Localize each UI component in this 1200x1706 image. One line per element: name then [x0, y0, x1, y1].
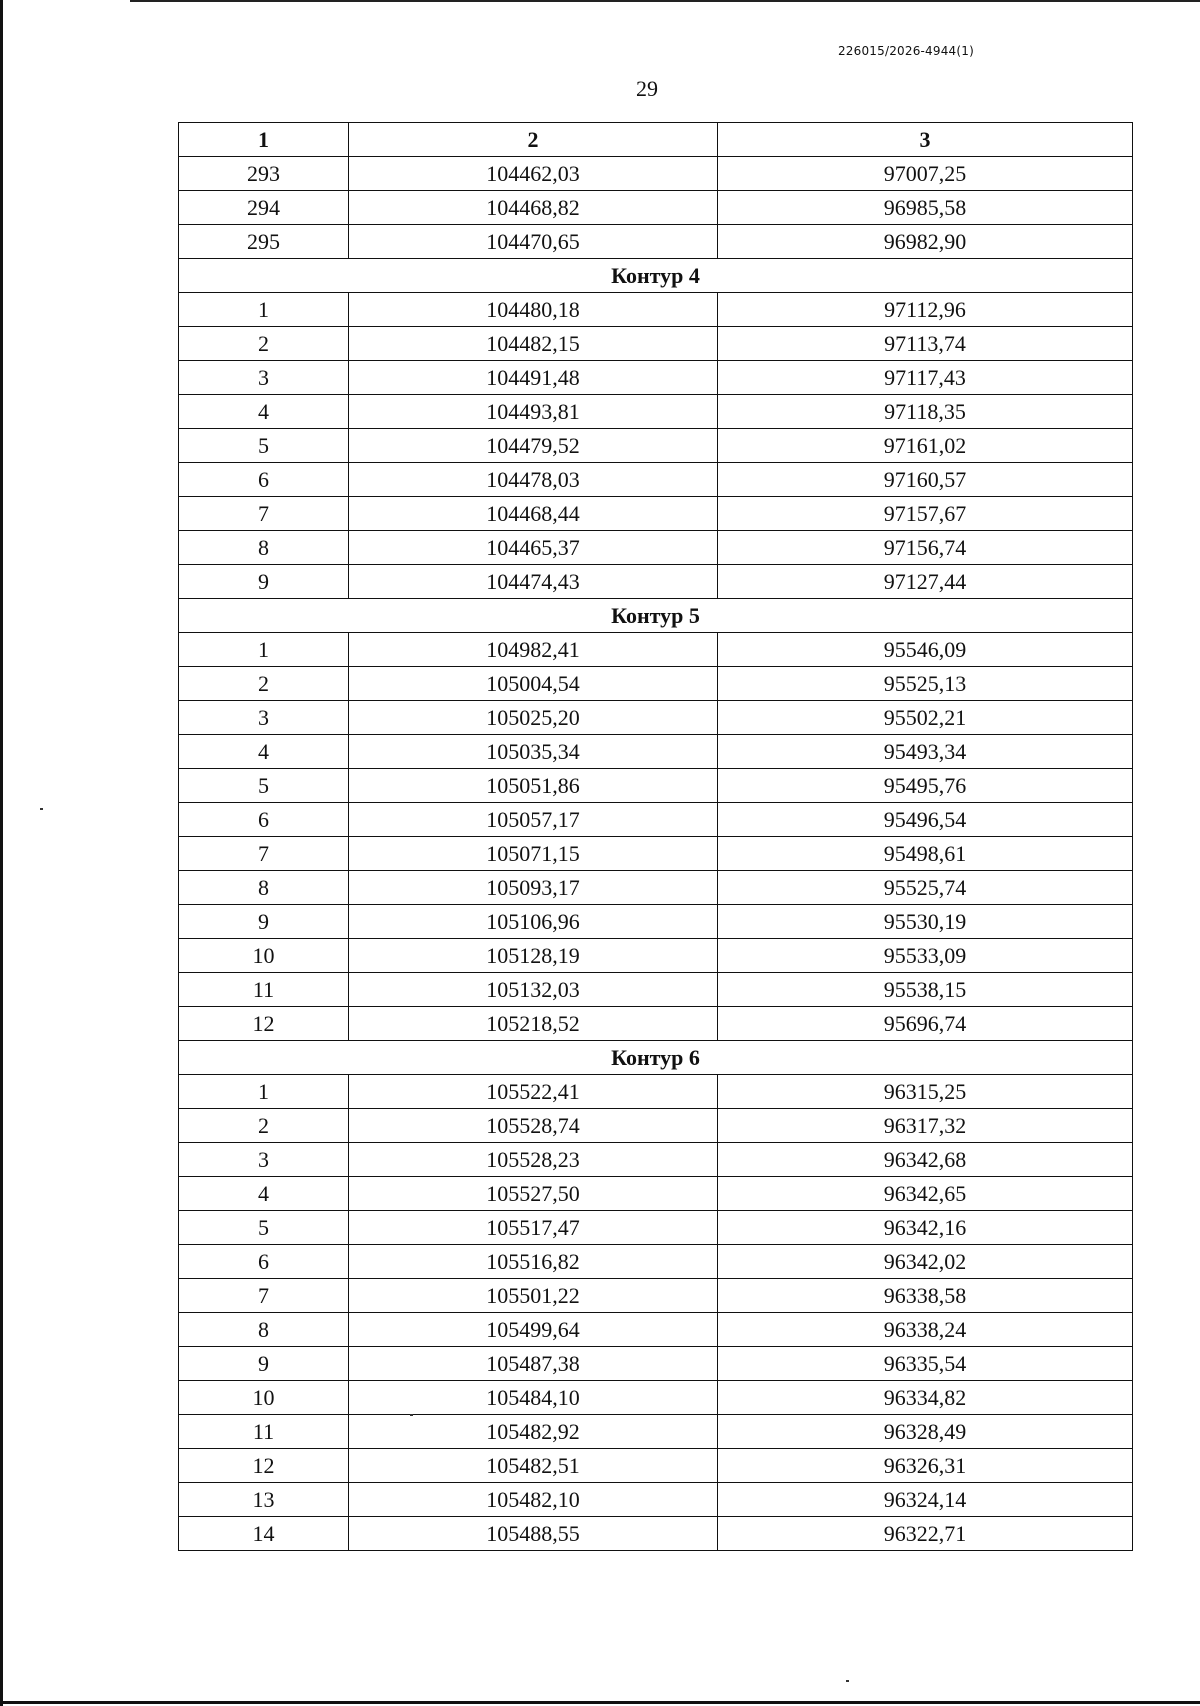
y-coordinate-cell: 95502,21: [718, 701, 1133, 735]
point-number-cell: 295: [179, 225, 349, 259]
y-coordinate-cell: 97127,44: [718, 565, 1133, 599]
table-row: [179, 667, 1133, 701]
table-row: [179, 429, 1133, 463]
x-coordinate-cell: 105516,82: [349, 1245, 718, 1279]
point-number-cell: 3: [179, 361, 349, 395]
table-row: [179, 327, 1133, 361]
point-number-cell: 4: [179, 1177, 349, 1211]
point-number-cell: 6: [179, 1245, 349, 1279]
point-number-cell: 8: [179, 531, 349, 565]
point-number-cell: 3: [179, 701, 349, 735]
point-number-cell: 6: [179, 803, 349, 837]
table-row: [179, 1075, 1133, 1109]
point-number-cell: 1: [179, 633, 349, 667]
point-number-cell: 1: [179, 1075, 349, 1109]
table-row: [179, 225, 1133, 259]
table-row: [179, 565, 1133, 599]
table-row: [179, 361, 1133, 395]
point-number-cell: 5: [179, 1211, 349, 1245]
y-coordinate-cell: 97160,57: [718, 463, 1133, 497]
point-number-cell: 294: [179, 191, 349, 225]
x-coordinate-cell: 104491,48: [349, 361, 718, 395]
x-coordinate-cell: 104470,65: [349, 225, 718, 259]
table-row: [179, 769, 1133, 803]
table-body: [179, 157, 1133, 1551]
y-coordinate-cell: 95525,13: [718, 667, 1133, 701]
point-number-cell: 7: [179, 497, 349, 531]
x-coordinate-cell: 105071,15: [349, 837, 718, 871]
point-number-cell: 9: [179, 905, 349, 939]
contour-title: Контур 6: [179, 1041, 1133, 1075]
y-coordinate-cell: 96982,90: [718, 225, 1133, 259]
x-coordinate-cell: 105488,55: [349, 1517, 718, 1551]
x-coordinate-cell: 105528,74: [349, 1109, 718, 1143]
point-number-cell: 11: [179, 973, 349, 1007]
point-number-cell: 4: [179, 395, 349, 429]
y-coordinate-cell: 95495,76: [718, 769, 1133, 803]
point-number-cell: 1: [179, 293, 349, 327]
x-coordinate-cell: 105527,50: [349, 1177, 718, 1211]
scan-speck: [846, 1680, 849, 1682]
x-coordinate-cell: 104468,44: [349, 497, 718, 531]
column-header: 1: [179, 123, 349, 157]
x-coordinate-cell: 104480,18: [349, 293, 718, 327]
point-number-cell: 5: [179, 769, 349, 803]
point-number-cell: 2: [179, 1109, 349, 1143]
table-row: [179, 1483, 1133, 1517]
table-row: [179, 1143, 1133, 1177]
contour-title-row: [179, 259, 1133, 293]
x-coordinate-cell: 105132,03: [349, 973, 718, 1007]
table-header-row: [179, 123, 1133, 157]
table-row: [179, 191, 1133, 225]
table-row: [179, 1313, 1133, 1347]
table-row: [179, 1245, 1133, 1279]
point-number-cell: 8: [179, 871, 349, 905]
point-number-cell: 7: [179, 1279, 349, 1313]
contour-title: Контур 5: [179, 599, 1133, 633]
y-coordinate-cell: 96335,54: [718, 1347, 1133, 1381]
point-number-cell: 12: [179, 1449, 349, 1483]
x-coordinate-cell: 105522,41: [349, 1075, 718, 1109]
table-row: [179, 395, 1133, 429]
y-coordinate-cell: 96328,49: [718, 1415, 1133, 1449]
x-coordinate-cell: 105025,20: [349, 701, 718, 735]
point-number-cell: 7: [179, 837, 349, 871]
y-coordinate-cell: 96324,14: [718, 1483, 1133, 1517]
point-number-cell: 10: [179, 1381, 349, 1415]
point-number-cell: 8: [179, 1313, 349, 1347]
x-coordinate-cell: 104493,81: [349, 395, 718, 429]
y-coordinate-cell: 97117,43: [718, 361, 1133, 395]
contour-title-row: [179, 599, 1133, 633]
table-row: [179, 1347, 1133, 1381]
x-coordinate-cell: 105128,19: [349, 939, 718, 973]
y-coordinate-cell: 97161,02: [718, 429, 1133, 463]
table-row: [179, 1109, 1133, 1143]
y-coordinate-cell: 97113,74: [718, 327, 1133, 361]
y-coordinate-cell: 95496,54: [718, 803, 1133, 837]
contour-title: Контур 4: [179, 259, 1133, 293]
point-number-cell: 293: [179, 157, 349, 191]
contour-title-row: [179, 1041, 1133, 1075]
x-coordinate-cell: 105517,47: [349, 1211, 718, 1245]
x-coordinate-cell: 104479,52: [349, 429, 718, 463]
x-coordinate-cell: 105106,96: [349, 905, 718, 939]
y-coordinate-cell: 95546,09: [718, 633, 1133, 667]
y-coordinate-cell: 96985,58: [718, 191, 1133, 225]
page-number: 29: [636, 76, 658, 101]
scan-edge-left: [0, 0, 3, 1706]
point-number-cell: 6: [179, 463, 349, 497]
y-coordinate-cell: 96338,58: [718, 1279, 1133, 1313]
x-coordinate-cell: 104462,03: [349, 157, 718, 191]
table-row: [179, 1279, 1133, 1313]
x-coordinate-cell: 104982,41: [349, 633, 718, 667]
table-row: [179, 803, 1133, 837]
table-row: [179, 1007, 1133, 1041]
coordinates-table: [178, 122, 1133, 1551]
y-coordinate-cell: 95696,74: [718, 1007, 1133, 1041]
table-row: [179, 157, 1133, 191]
table-row: [179, 1211, 1133, 1245]
x-coordinate-cell: 105487,38: [349, 1347, 718, 1381]
table-row: [179, 973, 1133, 1007]
point-number-cell: 3: [179, 1143, 349, 1177]
y-coordinate-cell: 95498,61: [718, 837, 1133, 871]
y-coordinate-cell: 96317,32: [718, 1109, 1133, 1143]
y-coordinate-cell: 95525,74: [718, 871, 1133, 905]
point-number-cell: 14: [179, 1517, 349, 1551]
table-row: [179, 1449, 1133, 1483]
x-coordinate-cell: 105482,92: [349, 1415, 718, 1449]
x-coordinate-cell: 104465,37: [349, 531, 718, 565]
column-header: 3: [718, 123, 1133, 157]
table-row: [179, 905, 1133, 939]
x-coordinate-cell: 105004,54: [349, 667, 718, 701]
point-number-cell: 2: [179, 327, 349, 361]
table-row: [179, 463, 1133, 497]
y-coordinate-cell: 95493,34: [718, 735, 1133, 769]
y-coordinate-cell: 97112,96: [718, 293, 1133, 327]
y-coordinate-cell: 96342,65: [718, 1177, 1133, 1211]
x-coordinate-cell: 104478,03: [349, 463, 718, 497]
x-coordinate-cell: 105057,17: [349, 803, 718, 837]
x-coordinate-cell: 105218,52: [349, 1007, 718, 1041]
point-number-cell: 2: [179, 667, 349, 701]
y-coordinate-cell: 96338,24: [718, 1313, 1133, 1347]
y-coordinate-cell: 96342,68: [718, 1143, 1133, 1177]
x-coordinate-cell: 105484,10: [349, 1381, 718, 1415]
y-coordinate-cell: 96322,71: [718, 1517, 1133, 1551]
point-number-cell: 13: [179, 1483, 349, 1517]
table-row: [179, 837, 1133, 871]
scan-speck: [410, 1414, 413, 1416]
y-coordinate-cell: 96342,02: [718, 1245, 1133, 1279]
point-number-cell: 4: [179, 735, 349, 769]
table-row: [179, 939, 1133, 973]
scan-edge-top: [130, 0, 1200, 2]
y-coordinate-cell: 97118,35: [718, 395, 1133, 429]
table-row: [179, 497, 1133, 531]
x-coordinate-cell: 105051,86: [349, 769, 718, 803]
y-coordinate-cell: 96326,31: [718, 1449, 1133, 1483]
table-row: [179, 701, 1133, 735]
point-number-cell: 9: [179, 1347, 349, 1381]
table-row: [179, 531, 1133, 565]
table-row: [179, 1177, 1133, 1211]
y-coordinate-cell: 96334,82: [718, 1381, 1133, 1415]
x-coordinate-cell: 104482,15: [349, 327, 718, 361]
scan-speck: [40, 808, 43, 810]
x-coordinate-cell: 104474,43: [349, 565, 718, 599]
point-number-cell: 10: [179, 939, 349, 973]
scan-edge-bottom: [0, 1701, 1200, 1704]
x-coordinate-cell: 105499,64: [349, 1313, 718, 1347]
y-coordinate-cell: 96315,25: [718, 1075, 1133, 1109]
point-number-cell: 5: [179, 429, 349, 463]
point-number-cell: 11: [179, 1415, 349, 1449]
x-coordinate-cell: 105482,10: [349, 1483, 718, 1517]
document-number: 226015/2026-4944(1): [837, 44, 974, 58]
point-number-cell: 12: [179, 1007, 349, 1041]
x-coordinate-cell: 104468,82: [349, 191, 718, 225]
y-coordinate-cell: 95530,19: [718, 905, 1133, 939]
table-row: [179, 633, 1133, 667]
table-row: [179, 1415, 1133, 1449]
point-number-cell: 9: [179, 565, 349, 599]
y-coordinate-cell: 97156,74: [718, 531, 1133, 565]
table-row: [179, 871, 1133, 905]
column-header: 2: [349, 123, 718, 157]
table-row: [179, 1517, 1133, 1551]
y-coordinate-cell: 97157,67: [718, 497, 1133, 531]
y-coordinate-cell: 96342,16: [718, 1211, 1133, 1245]
x-coordinate-cell: 105528,23: [349, 1143, 718, 1177]
x-coordinate-cell: 105501,22: [349, 1279, 718, 1313]
y-coordinate-cell: 97007,25: [718, 157, 1133, 191]
table-row: [179, 735, 1133, 769]
x-coordinate-cell: 105035,34: [349, 735, 718, 769]
table-row: [179, 293, 1133, 327]
y-coordinate-cell: 95538,15: [718, 973, 1133, 1007]
x-coordinate-cell: 105093,17: [349, 871, 718, 905]
table-row: [179, 1381, 1133, 1415]
x-coordinate-cell: 105482,51: [349, 1449, 718, 1483]
y-coordinate-cell: 95533,09: [718, 939, 1133, 973]
